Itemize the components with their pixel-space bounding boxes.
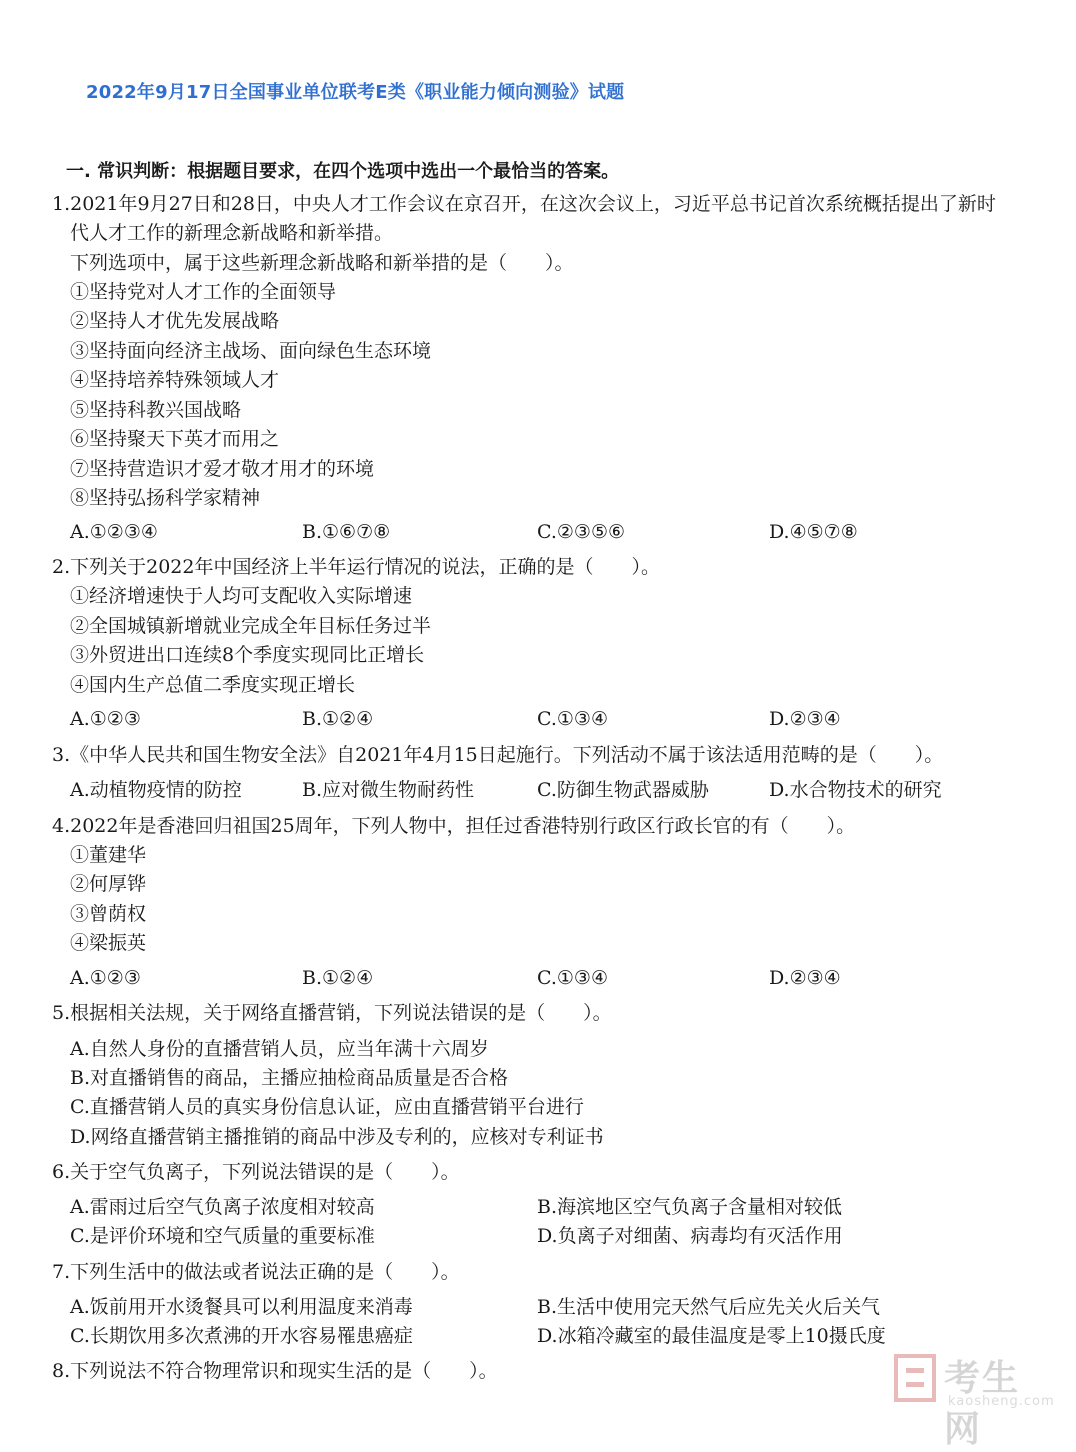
q7-stem: 7.下列生活中的做法或者说法正确的是（ ）。 (52, 1261, 460, 1283)
q1-stem: 1.2021年9月27日和28日，中央人才工作会议在京召开，在这次会议上，习近平总书记首次系统概括提出了新时 (52, 193, 996, 215)
q4-item: ②何厚铧 (70, 873, 147, 895)
q2-option-d: D.②③④ (769, 708, 841, 730)
q6-stem: 6.关于空气负离子，下列说法错误的是（ ）。 (52, 1161, 460, 1183)
document-title: 2022年9月17日全国事业单位联考E类《职业能力倾向测验》试题 (86, 82, 625, 103)
q3-option-c: C.防御生物武器威胁 (537, 779, 709, 801)
q1-option-c: C.②③⑤⑥ (537, 521, 626, 543)
q5-option-a: A.自然人身份的直播营销人员，应当年满十六周岁 (70, 1038, 489, 1060)
q5-option-b: B.对直播销售的商品，主播应抽检商品质量是否合格 (70, 1067, 509, 1089)
q1-option-d: D.④⑤⑦⑧ (769, 521, 858, 543)
q7-option-a: A.饭前用开水烫餐具可以利用温度来消毒 (70, 1296, 413, 1318)
q4-stem: 4.2022年是香港回归祖国25周年，下列人物中，担任过香港特别行政区行政长官的有（ ）。 (52, 815, 856, 837)
q3-stem: 3.《中华人民共和国生物安全法》自2021年4月15日起施行。下列活动不属于该法适用范畴的是（ ）。 (52, 744, 944, 766)
logo-mark-icon (894, 1354, 936, 1402)
q3-option-b: B.应对微生物耐药性 (302, 779, 475, 801)
logo-text: 考生网 (944, 1358, 1021, 1450)
q3-option-d: D.水合物技术的研究 (769, 779, 942, 801)
q4-item: ①董建华 (70, 844, 147, 866)
q1-option-b: B.①⑥⑦⑧ (302, 521, 391, 543)
q2-option-c: C.①③④ (537, 708, 608, 730)
q4-item: ③曾荫权 (70, 903, 147, 925)
q1-stem-cont: 代人才工作的新理念新战略和新举措。 (70, 222, 394, 244)
q7-option-d: D.冰箱冷藏室的最佳温度是零上10摄氏度 (537, 1325, 886, 1347)
q4-item: ④梁振英 (70, 932, 147, 954)
q6-option-d: D.负离子对细菌、病毒均有灭活作用 (537, 1225, 843, 1247)
q5-option-c: C.直播营销人员的真实身份信息认证，应由直播营销平台进行 (70, 1096, 584, 1118)
q8-stem: 8.下列说法不符合物理常识和现实生活的是（ ）。 (52, 1360, 498, 1382)
q1-option-a: A.①②③④ (70, 521, 158, 543)
q5-option-d: D.网络直播营销主播推销的商品中涉及专利的，应核对专利证书 (70, 1126, 604, 1148)
q2-option-a: A.①②③ (70, 708, 141, 730)
q4-option-c: C.①③④ (537, 967, 608, 989)
q1-item: ⑤坚持科教兴国战略 (70, 399, 242, 421)
q2-item: ④国内生产总值二季度实现正增长 (70, 674, 356, 696)
q5-stem: 5.根据相关法规，关于网络直播营销，下列说法错误的是（ ）。 (52, 1002, 612, 1024)
q2-item: ②全国城镇新增就业完成全年目标任务过半 (70, 615, 432, 637)
q3-option-a: A.动植物疫情的防控 (70, 779, 242, 801)
q1-item: ⑦坚持营造识才爱才敬才用才的环境 (70, 458, 375, 480)
q4-option-a: A.①②③ (70, 967, 141, 989)
q2-option-b: B.①②④ (302, 708, 374, 730)
q6-option-b: B.海滨地区空气负离子含量相对较低 (537, 1196, 843, 1218)
q1-item: ②坚持人才优先发展战略 (70, 310, 280, 332)
q1-item: ④坚持培养特殊领域人才 (70, 369, 280, 391)
q1-item: ①坚持党对人才工作的全面领导 (70, 281, 337, 303)
q2-stem: 2.下列关于2022年中国经济上半年运行情况的说法，正确的是（ ）。 (52, 556, 660, 578)
section-heading: 一. 常识判断：根据题目要求，在四个选项中选出一个最恰当的答案。 (66, 161, 620, 182)
q4-option-d: D.②③④ (769, 967, 841, 989)
logo-domain: kaosheng.com (948, 1394, 1055, 1409)
watermark-logo (894, 1350, 1055, 1450)
q1-item: ⑧坚持弘扬科学家精神 (70, 487, 261, 509)
q7-option-c: C.长期饮用多次煮沸的开水容易罹患癌症 (70, 1325, 413, 1347)
q4-option-b: B.①②④ (302, 967, 374, 989)
q6-option-c: C.是评价环境和空气质量的重要标准 (70, 1225, 375, 1247)
q2-item: ③外贸进出口连续8个季度实现同比正增长 (70, 644, 425, 666)
q1-question: 下列选项中，属于这些新理念新战略和新举措的是（ ）。 (70, 252, 574, 274)
q6-option-a: A.雷雨过后空气负离子浓度相对较高 (70, 1196, 375, 1218)
q1-item: ⑥坚持聚天下英才而用之 (70, 428, 280, 450)
q2-item: ①经济增速快于人均可支配收入实际增速 (70, 585, 413, 607)
q7-option-b: B.生活中使用完天然气后应先关火后关气 (537, 1296, 881, 1318)
q1-item: ③坚持面向经济主战场、面向绿色生态环境 (70, 340, 432, 362)
